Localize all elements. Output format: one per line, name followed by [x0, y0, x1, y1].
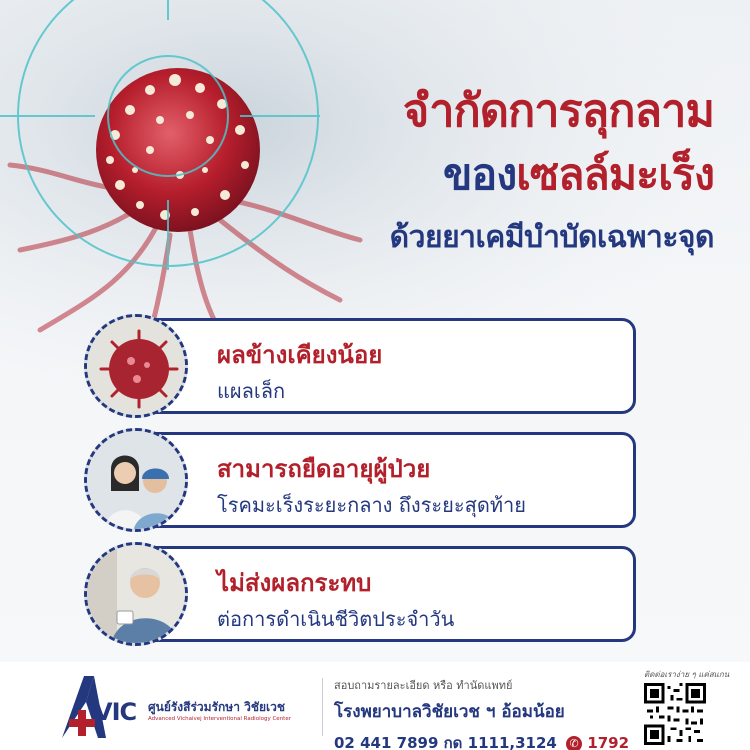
benefit-card [84, 432, 636, 528]
hotline-number[interactable]: 1792 [587, 734, 630, 750]
benefit-subtitle: ต่อการดำเนินชีวิตประจำวัน [217, 607, 455, 631]
benefit-title: ไม่ส่งผลกระทบ [217, 569, 372, 597]
benefit-list [84, 318, 636, 660]
qr-caption: ติดต่อเราง่าย ๆ แค่สแกน [644, 670, 730, 679]
logo-brand-text: VIC [94, 698, 137, 726]
phone-line [334, 731, 629, 750]
headline-line-2 [390, 144, 714, 206]
benefit-subtitle: โรคมะเร็งระยะกลาง ถึงระยะสุดท้าย [217, 493, 526, 517]
benefit-card-box [130, 546, 636, 642]
qr-section [644, 668, 728, 749]
benefit-title: ผลข้างเคียงน้อย [217, 341, 383, 369]
headline-line-3: ด้วยยาเคมีบำบัดเฉพาะจุด [389, 220, 714, 255]
headline-line-2-emphasis: เซลล์มะเร็ง [516, 150, 714, 200]
footer-divider [322, 678, 323, 736]
contact-info [334, 676, 629, 750]
virus-cell-icon [84, 314, 188, 418]
logo-english-text: Advanced Vichaivej Interventional Radiology Center [148, 716, 291, 722]
hospital-logo [58, 672, 308, 742]
benefit-card [84, 546, 636, 642]
phone-icon: ✆ [566, 736, 582, 750]
qr-code-icon[interactable] [644, 683, 706, 745]
headline [390, 82, 714, 260]
logo-thai-text: ศูนย์รังสีร่วมรักษา วิชัยเวช [148, 700, 286, 714]
benefit-subtitle: แผลเล็ก [217, 379, 286, 403]
benefit-title: สามารถยืดอายุผู้ป่วย [217, 455, 431, 483]
benefit-card [84, 318, 636, 414]
footer [0, 662, 750, 750]
phone-number[interactable]: 02 441 7899 กด 1111,3124 [334, 734, 557, 750]
hospital-name: โรงพยาบาลวิชัยเวช ฯ อ้อมน้อย [334, 702, 565, 722]
benefit-card-box [130, 432, 636, 528]
headline-line-2-prefix: ของ [442, 150, 517, 200]
patient-family-photo [84, 428, 188, 532]
contact-note: สอบถามรายละเอียด หรือ ทำนัดแพทย์ [334, 679, 513, 692]
elderly-man-photo [84, 542, 188, 646]
benefit-card-box [130, 318, 636, 414]
headline-line-1: จำกัดการลุกลาม [402, 84, 714, 137]
